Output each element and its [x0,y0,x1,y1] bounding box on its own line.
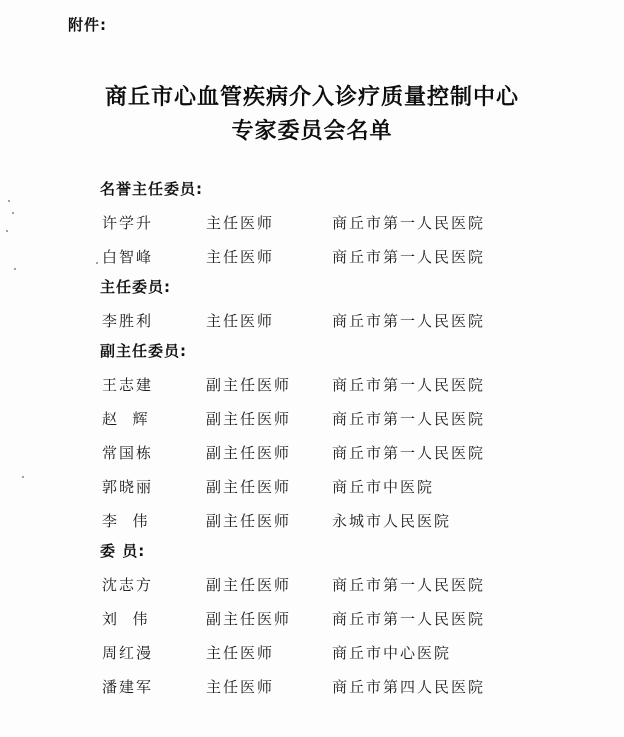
member-title: 副主任医师 [206,512,292,530]
member-row [96,206,556,240]
member-name: 周红漫 [102,644,154,662]
member-title: 副主任医师 [206,410,292,428]
member-title: 副主任医师 [206,576,292,594]
member-hospital: 商丘市第一人民医院 [332,312,486,330]
member-title: 主任医师 [206,312,275,330]
member-title: 副主任医师 [206,610,292,628]
member-hospital: 商丘市第一人民医院 [332,576,486,594]
member-row [96,670,556,704]
member-name: 潘建军 [102,678,154,696]
member-title: 主任医师 [206,644,275,662]
attachment-label: 附件: [68,16,107,34]
member-hospital: 商丘市第一人民医院 [332,376,486,394]
member-hospital: 商丘市第一人民医院 [332,248,486,266]
member-name: 刘 伟 [102,610,150,628]
member-name: 许学升 [102,214,154,232]
member-title: 副主任医师 [206,444,292,462]
member-title: 主任医师 [206,248,275,266]
scan-speck [14,268,16,270]
member-hospital: 商丘市中医院 [332,478,435,496]
member-row [96,470,556,504]
member-name: 常国栋 [102,444,154,462]
member-hospital: 商丘市第一人民医院 [332,610,486,628]
member-name: 李 伟 [102,512,150,530]
member-row [96,240,556,274]
member-title: 主任医师 [206,214,275,232]
section-header: 主任委员: [100,278,171,296]
member-title: 副主任医师 [206,376,292,394]
section-header: 名誉主任委员: [100,180,203,198]
member-title: 副主任医师 [206,478,292,496]
scan-speck [8,200,10,202]
member-name: 李胜利 [102,312,154,330]
scan-speck [22,476,24,478]
scan-speck [12,212,14,214]
member-row [96,636,556,670]
member-hospital: 永城市人民医院 [332,512,452,530]
document-title-line2: 专家委员会名单 [231,118,393,144]
member-row [96,568,556,602]
member-hospital: 商丘市第一人民医院 [332,214,486,232]
member-title: 主任医师 [206,678,275,696]
member-name: 王志建 [102,376,154,394]
section-header: 副主任委员: [100,342,187,360]
member-row [96,602,556,636]
member-hospital: 商丘市第一人民医院 [332,444,486,462]
member-row [96,436,556,470]
member-row [96,504,556,538]
document-title-line1: 商丘市心血管疾病介入诊疗质量控制中心 [104,84,519,110]
member-name: 沈志方 [102,576,154,594]
member-hospital: 商丘市第四人民医院 [332,678,486,696]
scan-speck [6,230,8,232]
member-row [96,368,556,402]
member-row [96,402,556,436]
member-hospital: 商丘市第一人民医院 [332,410,486,428]
member-name: 郭晓丽 [102,478,154,496]
section-header: 委 员: [100,542,146,560]
member-name: 赵 辉 [102,410,150,428]
scan-speck [96,262,98,264]
member-hospital: 商丘市中心医院 [332,644,452,662]
member-row [96,304,556,338]
member-name: 白智峰 [102,248,154,266]
committee-roster [96,176,556,704]
